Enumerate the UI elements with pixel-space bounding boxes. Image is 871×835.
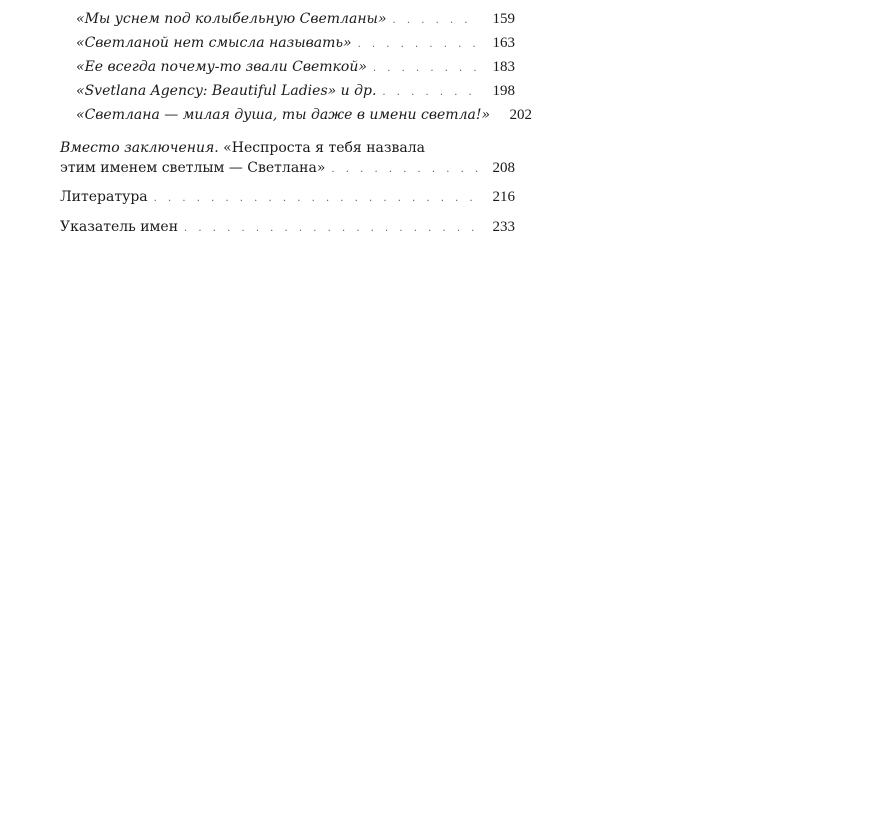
toc-entry-svetka xyxy=(60,56,515,80)
toc-entry-page: 216 xyxy=(492,189,515,205)
leader-dots xyxy=(331,160,479,180)
toc-entry-page: 198 xyxy=(492,83,515,99)
leader-dots xyxy=(393,10,479,32)
toc-entry-page: 183 xyxy=(492,59,515,75)
leader-dots xyxy=(184,218,479,240)
toc-entry-title: Указатель имен xyxy=(60,219,179,235)
toc-entry-title: «Мы уснем под колыбельную Светланы» xyxy=(76,11,387,27)
toc-entry-sweet-soul xyxy=(60,104,533,128)
toc-entry-title: «Ее всегда почему-то звали Светкой» xyxy=(76,59,367,75)
toc-entry-page: 208 xyxy=(492,160,515,176)
conclusion-italic: Вместо заключения. xyxy=(60,140,219,156)
conclusion-line-2 xyxy=(60,158,515,180)
toc-entry-agency xyxy=(60,80,515,104)
toc-entry-title: «Светланой нет смысла называть» xyxy=(76,35,352,51)
leader-dots xyxy=(358,34,479,56)
toc-entry-lullaby xyxy=(60,8,515,32)
leader-dots xyxy=(382,82,479,104)
toc-entry-conclusion xyxy=(60,138,515,180)
leader-dots xyxy=(154,188,479,210)
toc-entry-literature xyxy=(60,186,515,210)
toc-entry-page: 163 xyxy=(492,35,515,51)
conclusion-line2-text: этим именем светлым — Светлана» xyxy=(60,160,326,176)
toc-entry-title: «Svetlana Agency: Beautiful Ladies» и др. xyxy=(76,83,377,99)
conclusion-line1-rest: «Неспроста я тебя назвала xyxy=(218,140,425,156)
toc-entry-title: «Светлана — милая душа, ты даже в имени светла!» xyxy=(76,107,491,123)
toc-entry-page: 159 xyxy=(492,11,515,27)
toc-entry-title: Литература xyxy=(60,189,148,205)
toc-entry-no-sense xyxy=(60,32,515,56)
leader-dots xyxy=(373,58,479,80)
table-of-contents xyxy=(60,8,533,240)
toc-entry-page: 233 xyxy=(492,219,515,235)
toc-entry-index xyxy=(60,216,515,240)
conclusion-line-1 xyxy=(60,138,515,158)
toc-entry-page: 202 xyxy=(509,107,533,123)
